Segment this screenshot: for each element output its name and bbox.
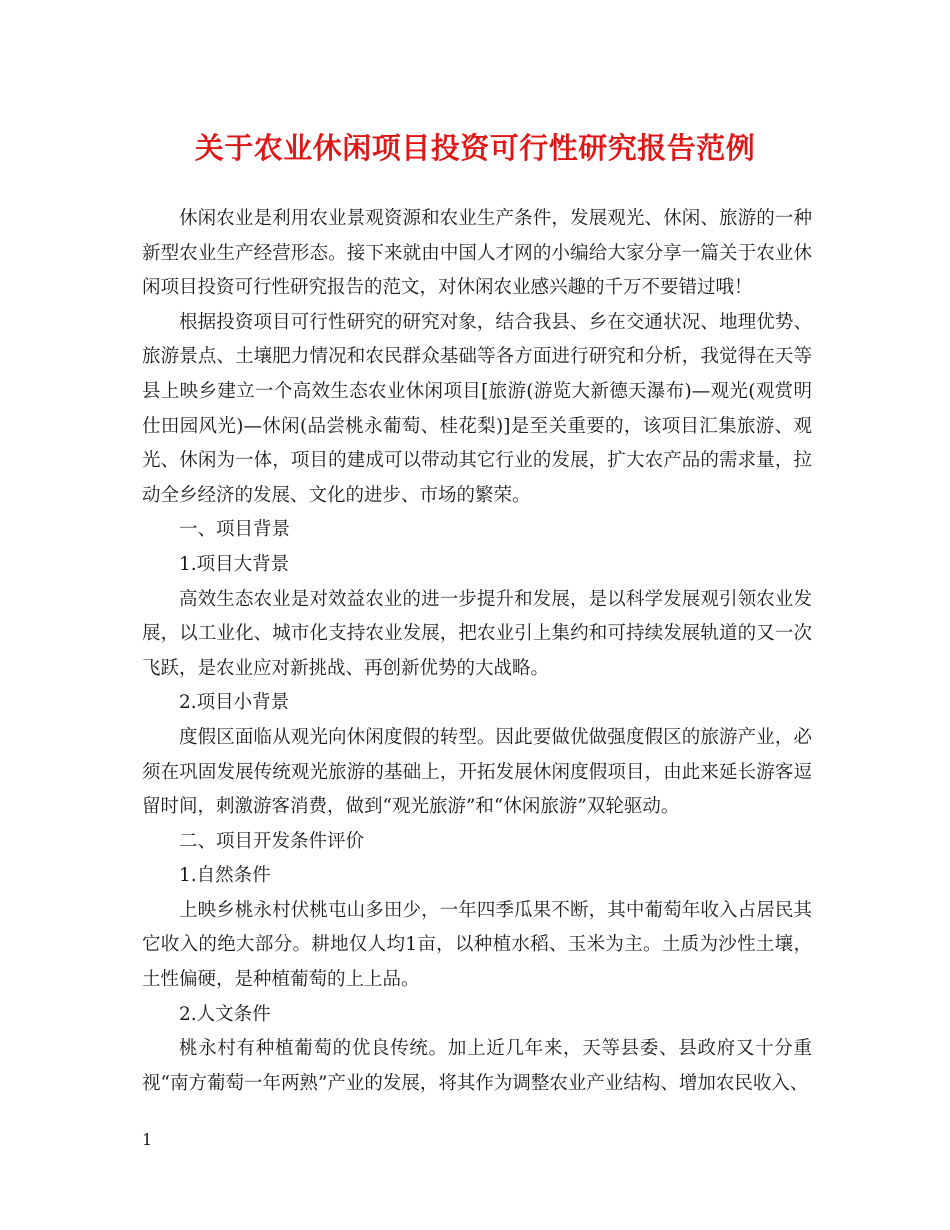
subsection-heading: 1.自然条件 [179, 865, 271, 887]
page-number: 1 [142, 1130, 153, 1149]
subsection-heading: 2.项目小背景 [179, 692, 290, 714]
paragraph: 高效生态农业是对效益农业的进一步提升和发展，是以科学发展观引领农业发展，以工业化、城市化支持农业发展，把农业引上集约和可持续发展轨道的又一次飞跃，是农业应对新挑战、再创新优势的大战略。 [142, 588, 812, 679]
document-body [142, 202, 812, 1101]
section-heading: 二、项目开发条件评价 [179, 830, 365, 852]
paragraph: 桃永村有种植葡萄的优良传统。加上近几年来，天等县委、县政府又十分重视“南方葡萄一年两熟”产业的发展，将其作为调整农业产业结构、增加农民收入、 [142, 1038, 812, 1094]
paragraph: 根据投资项目可行性研究的研究对象，结合我县、乡在交通状况、地理优势、旅游景点、土壤肥力情况和农民群众基础等各方面进行研究和分析，我觉得在天等县上映乡建立一个高效生态农业休闲项目[旅游(游览大新德天瀑布)—观光(观赏明仕田园风光)—休闲(品尝桃永葡萄、桂花梨)]是至关重要的，该项目汇集旅游、观光、休闲为一体，项目的建成可以带动其它行业的发展，扩大农产品的需求量，拉动全乡经济的发展、文化的进步、市场的繁荣。 [142, 311, 812, 506]
section-heading: 一、项目背景 [179, 519, 291, 541]
subsection-heading: 1.项目大背景 [179, 553, 290, 575]
document-title: 关于农业休闲项目投资可行性研究报告范例 [194, 131, 756, 165]
paragraph: 休闲农业是利用农业景观资源和农业生产条件，发展观光、休闲、旅游的一种新型农业生产经营形态。接下来就由中国人才网的小编给大家分享一篇关于农业休闲项目投资可行性研究报告的范文，对休闲农业感兴趣的千万不要错过哦！ [142, 208, 812, 299]
paragraph: 度假区面临从观光向休闲度假的转型。因此要做优做强度假区的旅游产业，必须在巩固发展传统观光旅游的基础上，开拓发展休闲度假项目，由此来延长游客逗留时间，刺激游客消费，做到“观光旅游”和“休闲旅游”双轮驱动。 [142, 726, 812, 818]
paragraph: 上映乡桃永村伏桃屯山多田少，一年四季瓜果不断，其中葡萄年收入占居民其它收入的绝大部分。耕地仅人均1亩，以种植水稻、玉米为主。土质为沙性土壤，土性偏硬，是种植葡萄的上上品。 [142, 899, 812, 991]
subsection-heading: 2.人文条件 [179, 1003, 271, 1025]
